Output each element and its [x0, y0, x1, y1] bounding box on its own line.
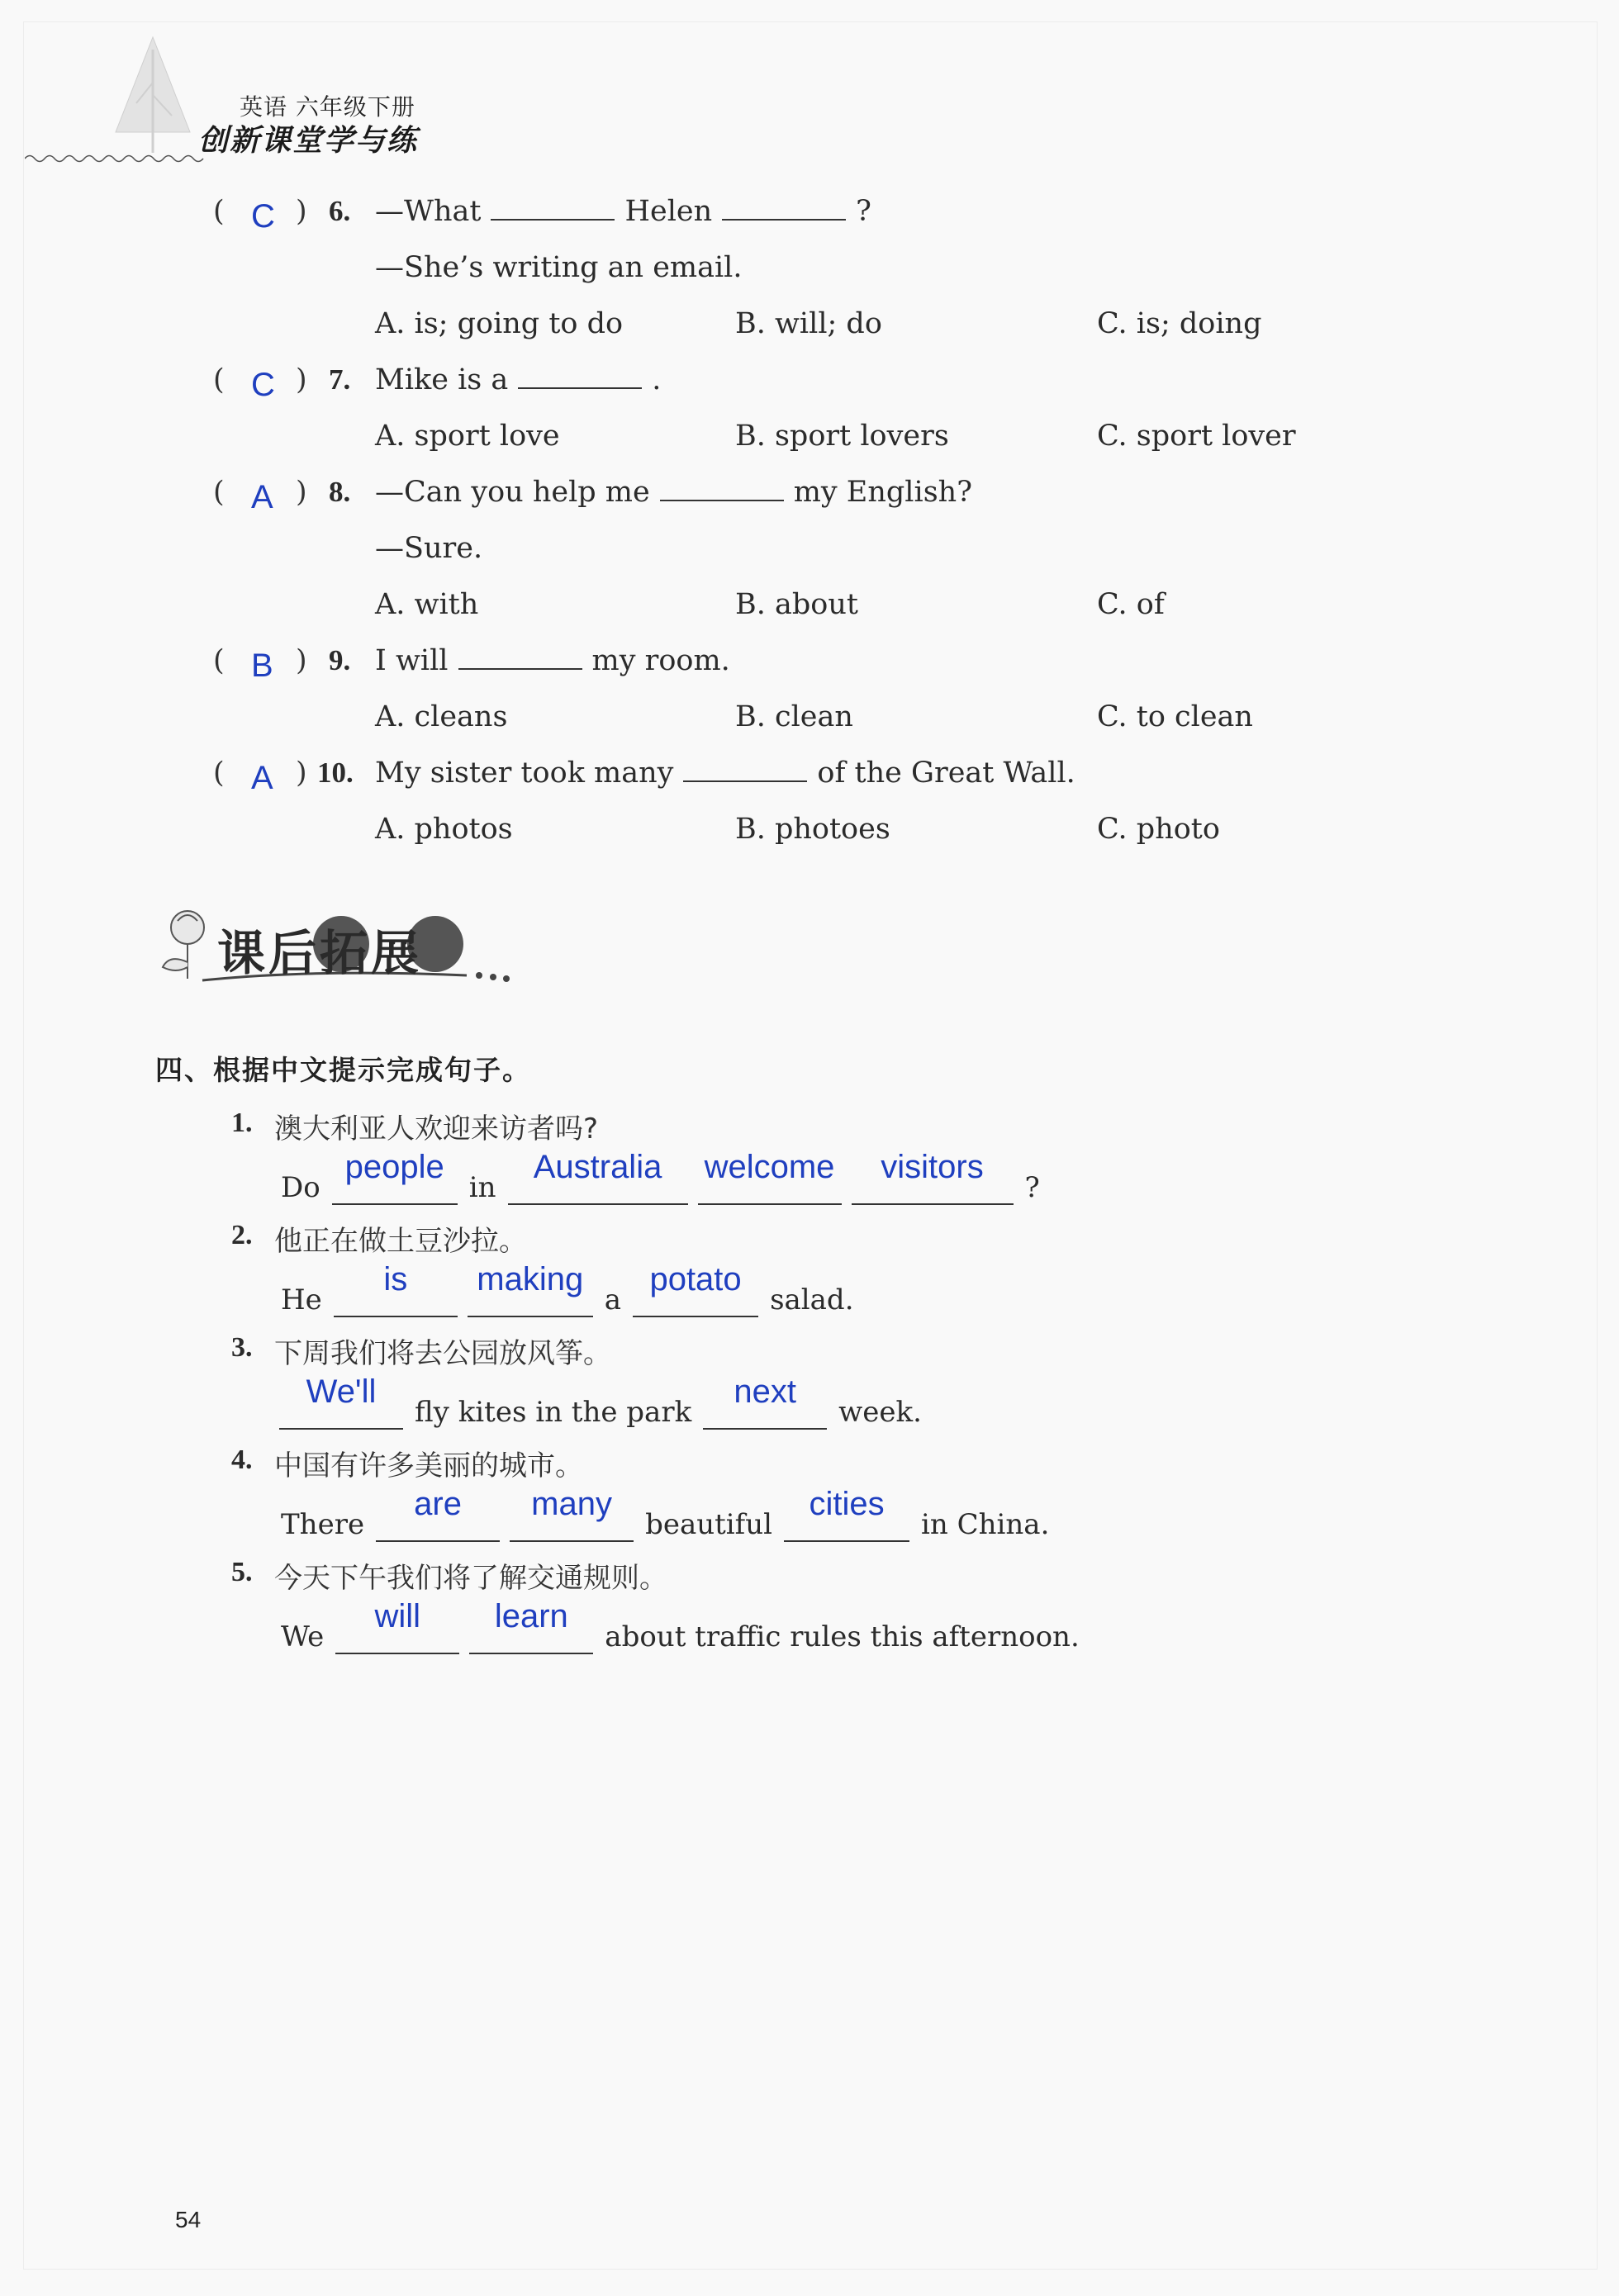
option-b: B. photoes — [735, 813, 890, 846]
handwritten-answer: potato — [649, 1261, 742, 1297]
handwritten-answer: Australia — [533, 1149, 662, 1185]
question-stem: Mike is a . — [375, 352, 661, 408]
question-extra-line: —She’s writing an email. — [375, 251, 743, 284]
fill-question — [231, 1215, 1388, 1327]
english-sentence — [274, 1149, 1047, 1207]
option-b: B. sport lovers — [735, 420, 949, 453]
question-number: 9. — [329, 644, 351, 676]
sentence-text: He — [281, 1283, 322, 1316]
option-a: A. photos — [375, 813, 513, 846]
question-stem: —Can you help me my English? — [375, 464, 972, 520]
sentence-text: beautiful — [645, 1508, 773, 1541]
option-b: B. clean — [735, 700, 853, 733]
answer-blank — [332, 1149, 458, 1205]
section-banner — [153, 896, 533, 1003]
option-c: C. to clean — [1097, 700, 1253, 733]
answer-blank — [376, 1486, 500, 1542]
answer-blank — [633, 1261, 758, 1317]
tree-icon — [99, 33, 207, 157]
option-a: A. is; going to do — [375, 307, 624, 340]
chinese-prompt: 今天下午我们将了解交通规则。 — [274, 1562, 667, 1595]
chinese-prompt: 中国有许多美丽的城市。 — [274, 1449, 583, 1482]
option-b: B. will; do — [735, 307, 882, 340]
handwritten-answer: C — [251, 367, 275, 403]
chinese-prompt: 澳大利亚人欢迎来访者吗? — [274, 1112, 599, 1146]
question-stem: —What Helen ? — [375, 183, 871, 240]
answer-blank — [335, 1598, 459, 1654]
handwritten-answer: many — [531, 1486, 612, 1522]
question-stem: I will my room. — [375, 633, 730, 689]
question-number: 6. — [329, 195, 351, 227]
answer-blank — [784, 1486, 909, 1542]
handwritten-answer: making — [477, 1261, 584, 1297]
sentence-text: salad. — [770, 1283, 854, 1316]
question-extra-line: —Sure. — [375, 532, 483, 565]
fill-in-section — [231, 1103, 1388, 1664]
option-b: B. about — [735, 588, 858, 621]
sentence-text: in China. — [921, 1508, 1050, 1541]
handwritten-answer: people — [344, 1149, 444, 1185]
option-c: C. photo — [1097, 813, 1220, 846]
option-c: C. sport lover — [1097, 420, 1296, 453]
sentence-text: We — [281, 1620, 325, 1653]
handwritten-answer: learn — [494, 1598, 568, 1634]
handwritten-answer: cities — [809, 1486, 885, 1522]
question-number: 5. — [231, 1557, 253, 1587]
subject-label: 英语 六年级下册 — [240, 93, 415, 121]
handwritten-answer: A — [251, 760, 273, 796]
fill-question — [231, 1552, 1388, 1664]
wave-divider — [25, 153, 207, 164]
english-sentence — [274, 1598, 1086, 1656]
sentence-text: There — [281, 1508, 365, 1541]
handwritten-answer: We'll — [306, 1373, 377, 1410]
english-sentence — [274, 1261, 861, 1319]
answer-blank — [508, 1149, 688, 1205]
question-number: 2. — [231, 1220, 253, 1250]
handwritten-answer: are — [414, 1486, 462, 1522]
answer-blank — [469, 1598, 593, 1654]
section-title: 四、根据中文提示完成句子。 — [155, 1054, 531, 1086]
question-9: ( ) B 9. I will my room. A. cleans B. clean C. to clean — [213, 633, 1502, 745]
question-number: 7. — [329, 363, 351, 396]
english-sentence — [274, 1486, 1056, 1544]
fill-question — [231, 1103, 1388, 1215]
question-number: 10. — [317, 757, 354, 789]
question-8: ( ) A 8. —Can you help me my English? —Sure. A. with B. about C. of — [213, 464, 1502, 633]
sentence-text: Do — [281, 1171, 320, 1204]
answer-blank — [698, 1149, 842, 1205]
option-a: A. cleans — [375, 700, 508, 733]
fill-question — [231, 1440, 1388, 1552]
option-a: A. with — [375, 588, 479, 621]
handwritten-answer: C — [251, 198, 275, 235]
handwritten-answer: welcome — [704, 1149, 835, 1185]
answer-blank — [852, 1149, 1014, 1205]
question-number: 4. — [231, 1444, 253, 1475]
question-number: 3. — [231, 1332, 253, 1363]
english-sentence — [274, 1373, 928, 1431]
question-number: 8. — [329, 476, 351, 508]
question-10: ( ) A 10. My sister took many of the Great Wall. A. photos B. photoes C. photo — [213, 745, 1502, 857]
sentence-text: about traffic rules this afternoon. — [605, 1620, 1080, 1653]
multiple-choice-section — [213, 183, 1502, 857]
answer-blank — [510, 1486, 634, 1542]
handwritten-answer: will — [374, 1598, 421, 1634]
option-a: A. sport love — [375, 420, 560, 453]
fill-question — [231, 1327, 1388, 1440]
option-c: C. of — [1097, 588, 1165, 621]
answer-blank — [468, 1261, 593, 1317]
handwritten-answer: A — [251, 479, 273, 515]
sentence-text: in — [468, 1171, 496, 1204]
handwritten-answer: visitors — [881, 1149, 984, 1185]
answer-blank — [334, 1261, 458, 1317]
question-stem: My sister took many of the Great Wall. — [375, 745, 1075, 801]
handwritten-answer: is — [383, 1261, 408, 1297]
question-6: ( ) C 6. —What Helen ? —She’s writing an email. A. is; going to do B. will; do C. is; doing — [213, 183, 1502, 352]
banner-title: 课后拓展 — [217, 925, 423, 981]
page-number: 54 — [175, 2207, 202, 2232]
handwritten-answer: B — [251, 648, 273, 684]
option-c: C. is; doing — [1097, 307, 1262, 340]
answer-blank — [703, 1373, 827, 1430]
handwritten-answer: next — [734, 1373, 796, 1410]
chinese-prompt: 他正在做土豆沙拉。 — [274, 1225, 527, 1258]
question-7: ( ) C 7. Mike is a . A. sport love B. sport lovers C. sport lover — [213, 352, 1502, 464]
chinese-prompt: 下周我们将去公园放风筝。 — [274, 1337, 611, 1370]
sentence-text: fly kites in the park — [415, 1396, 692, 1429]
answer-blank — [279, 1373, 403, 1430]
sentence-text: ? — [1024, 1171, 1040, 1204]
question-number: 1. — [231, 1108, 253, 1138]
sentence-text: week. — [838, 1396, 922, 1429]
sentence-text: a — [604, 1283, 622, 1316]
book-title: 创新课堂学与练 — [198, 124, 419, 158]
